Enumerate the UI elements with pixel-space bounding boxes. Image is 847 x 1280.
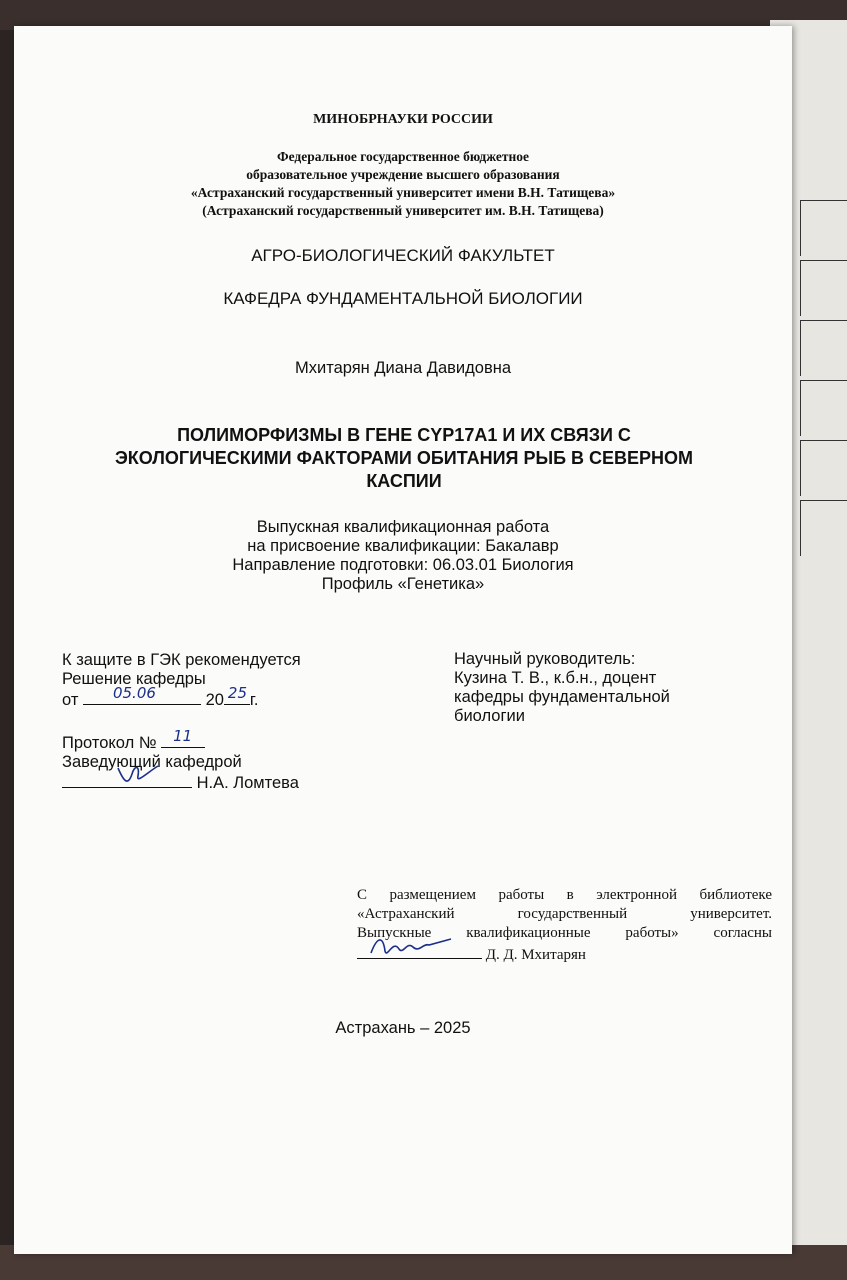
head-name: Н.А. Ломтева — [196, 774, 299, 792]
student-signature-icon — [367, 931, 457, 961]
title-page — [14, 26, 792, 1254]
supervisor-line: Кузина Т. В., к.б.н., доцент — [454, 669, 657, 687]
consent-signature-line — [357, 943, 772, 965]
consent-line: Выпускные квалификационные работы» согласны — [357, 925, 772, 941]
consent-line: «Астраханский государственный университет. — [357, 906, 772, 922]
supervisor-line: биологии — [454, 707, 525, 725]
institution-line: Федеральное государственное бюджетное — [276, 149, 530, 164]
city-year: Астрахань – 2025 — [335, 1019, 471, 1037]
signature-blank — [62, 772, 192, 788]
approval-block — [62, 651, 392, 793]
student-name: Д. Д. Мхитарян — [485, 947, 586, 963]
decision-date-line: от 05.06 20 25 г. — [62, 684, 259, 709]
year-blank — [224, 684, 250, 705]
student-signature-blank — [357, 943, 482, 959]
qualification: на присвоение квалификации: Бакалавр — [247, 537, 559, 555]
handwritten-protocol-number: 11 — [173, 727, 193, 745]
faculty-name: АГРО-БИОЛОГИЧЕСКИЙ ФАКУЛЬТЕТ — [251, 246, 555, 265]
head-label: Заведующий кафедрой — [62, 753, 242, 771]
study-direction: Направление подготовки: 06.03.01 Биология — [232, 556, 574, 574]
head-signature-line — [62, 772, 392, 793]
decision-text: Решение кафедры — [62, 670, 206, 688]
title-line: ПОЛИМОРФИЗМЫ В ГЕНЕ CYP17A1 И ИХ СВЯЗИ С — [177, 425, 631, 445]
recommend-text: К защите в ГЭК рекомендуется — [62, 651, 301, 669]
work-info — [14, 518, 792, 594]
department-name: КАФЕДРА ФУНДАМЕНТАЛЬНОЙ БИОЛОГИИ — [223, 289, 583, 308]
study-profile: Профиль «Генетика» — [321, 575, 485, 593]
supervisor-line: кафедры фундаментальной — [454, 688, 670, 706]
handwritten-year: 25 — [227, 684, 248, 702]
institution-line: образовательное учреждение высшего образования — [246, 167, 560, 182]
thesis-title — [44, 424, 764, 493]
supervisor-block — [454, 650, 754, 726]
head-signature-icon — [114, 762, 164, 788]
handwritten-date: 05.06 — [112, 684, 156, 702]
title-line: КАСПИИ — [366, 471, 442, 491]
consent-line: С размещением работы в электронной библиотеке — [357, 887, 772, 903]
author-name: Мхитарян Диана Давидовна — [294, 359, 511, 377]
supervisor-label: Научный руководитель: — [454, 650, 636, 668]
work-type: Выпускная квалификационная работа — [256, 518, 550, 536]
library-consent — [357, 886, 772, 965]
protocol-line: Протокол № 11 — [62, 732, 392, 753]
institution-line: «Астраханский государственный университет имени В.Н. Татищева» — [190, 185, 616, 200]
ministry-heading: МИНОБРНАУКИ РОССИИ — [313, 112, 493, 127]
institution-block — [14, 148, 792, 220]
title-line: ЭКОЛОГИЧЕСКИМИ ФАКТОРАМИ ОБИТАНИЯ РЫБ В СЕВЕРНОМ — [114, 448, 694, 468]
protocol-blank — [161, 727, 205, 748]
institution-line: (Астраханский государственный университет им. В.Н. Татищева) — [202, 203, 604, 218]
